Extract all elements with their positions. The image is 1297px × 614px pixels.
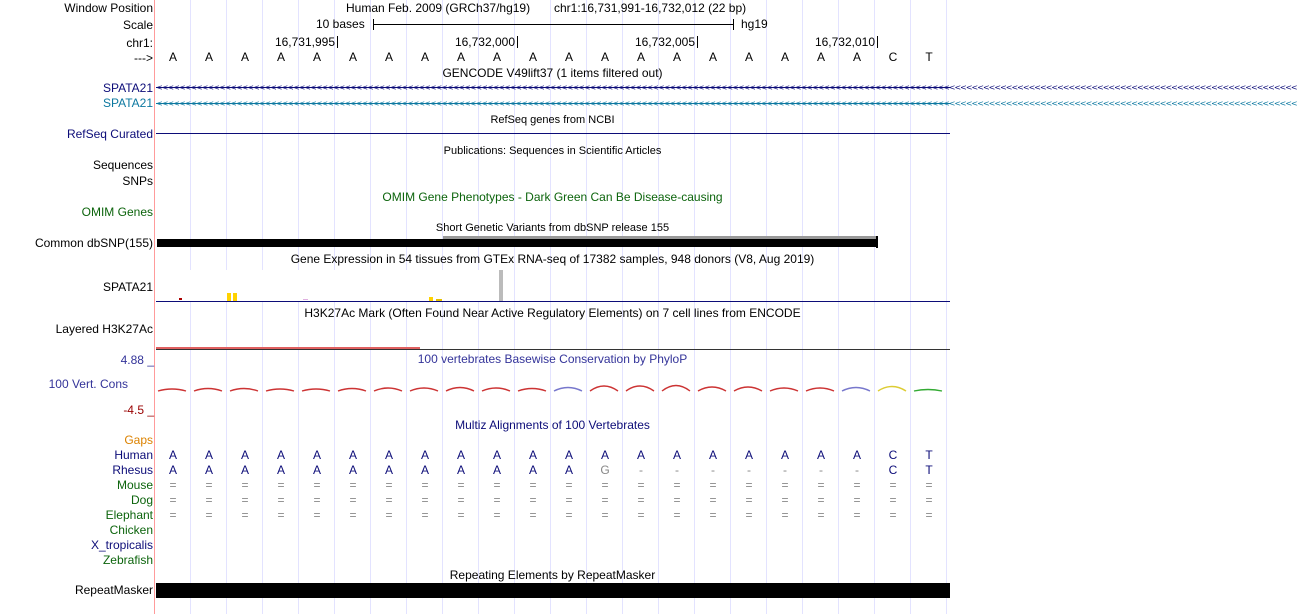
sequence-base: A [384, 50, 393, 64]
conservation-score-mark [734, 387, 762, 391]
dbsnp-track-title[interactable]: Short Genetic Variants from dbSNP release 155 [435, 222, 670, 234]
multiz-alignment-base: = [781, 508, 789, 522]
multiz-species-label[interactable]: Mouse [116, 478, 153, 492]
sequence-base: A [780, 50, 789, 64]
conservation-score-mark [554, 388, 582, 392]
multiz-alignment-base: A [564, 463, 573, 477]
conservation-score-mark [518, 389, 546, 392]
sequence-base: C [888, 50, 898, 64]
conservation-track-title[interactable]: 100 vertebrates Basewise Conservation by PhyloP [417, 352, 688, 366]
multiz-alignment-base: = [925, 508, 933, 522]
multiz-alignment-base: = [457, 493, 465, 507]
multiz-alignment-base: = [889, 478, 897, 492]
refseq-gene-line[interactable] [156, 133, 950, 134]
multiz-alignment-base: - [675, 463, 679, 477]
sequence-base: A [600, 50, 609, 64]
sequence-base: A [744, 50, 753, 64]
multiz-alignment-base: = [601, 508, 609, 522]
repeatmasker-element[interactable] [156, 583, 950, 598]
gtex-tissue-bar [179, 298, 182, 300]
multiz-alignment-base: A [420, 448, 429, 462]
conservation-score-mark [230, 389, 258, 392]
gtex-tissue-bar [233, 293, 237, 301]
multiz-alignment-base: - [855, 463, 859, 477]
multiz-alignment-base: - [711, 463, 715, 477]
sequence-base: A [672, 50, 681, 64]
conservation-score-mark [626, 386, 654, 391]
multiz-alignment-base: = [637, 508, 645, 522]
repeatmasker-label[interactable]: RepeatMasker [74, 583, 153, 597]
multiz-alignment-base: = [349, 508, 357, 522]
multiz-alignment-base: = [889, 508, 897, 522]
repeatmasker-track-title[interactable]: Repeating Elements by RepeatMasker [449, 568, 656, 582]
window-coordinates[interactable]: chr1:16,731,991-16,732,012 (22 bp) [554, 1, 747, 15]
multiz-gaps-label: Gaps [124, 433, 153, 447]
sequence-base: A [636, 50, 645, 64]
conservation-score-mark [302, 389, 330, 391]
multiz-alignment-base: = [457, 478, 465, 492]
scale-label: Scale [122, 18, 153, 32]
ruler-tick-label: 16,732,005 [634, 35, 695, 49]
ruler-tick [337, 36, 338, 48]
multiz-alignment-base: A [420, 463, 429, 477]
refseq-track-title[interactable]: RefSeq genes from NCBI [490, 114, 615, 126]
snps-label[interactable]: SNPs [122, 174, 153, 188]
conservation-plot[interactable] [155, 384, 950, 398]
conservation-score-mark [158, 389, 186, 391]
multiz-alignment-base: A [492, 448, 501, 462]
multiz-alignment-base: A [492, 463, 501, 477]
multiz-species-label[interactable]: Zebrafish [102, 553, 153, 567]
multiz-alignment-base: - [819, 463, 823, 477]
multiz-alignment-base: A [636, 448, 645, 462]
conservation-score-mark [770, 388, 798, 391]
multiz-alignment-base: A [348, 448, 357, 462]
multiz-alignment-base: = [349, 478, 357, 492]
multiz-alignment-base: - [639, 463, 643, 477]
ruler-tick-label: 16,731,995 [274, 35, 335, 49]
strand-direction-label: ---> [134, 51, 153, 65]
ruler-tick-label: 16,732,000 [454, 35, 515, 49]
multiz-alignment-base: A [780, 448, 789, 462]
multiz-alignment-base: = [853, 508, 861, 522]
multiz-alignment-base: = [277, 478, 285, 492]
multiz-alignment-base: = [385, 493, 393, 507]
scale-bar-right-tick [733, 19, 734, 30]
ruler-tick [877, 36, 878, 48]
multiz-alignment-base: A [240, 463, 249, 477]
multiz-alignment-base: A [168, 448, 177, 462]
multiz-alignment-base: A [852, 448, 861, 462]
gtex-gene-label[interactable]: SPATA21 [102, 280, 153, 294]
multiz-alignment-base: = [637, 478, 645, 492]
sequence-base: A [492, 50, 501, 64]
multiz-species-label[interactable]: Dog [130, 493, 153, 507]
scale-assembly: hg19 [741, 17, 768, 31]
gtex-bars-area[interactable] [156, 270, 500, 301]
h3k27ac-label[interactable]: Layered H3K27Ac [55, 322, 153, 336]
multiz-alignment-base: = [421, 478, 429, 492]
h3k27ac-baseline [156, 349, 950, 350]
multiz-species-label[interactable]: Chicken [109, 523, 153, 537]
conservation-score-mark [590, 386, 618, 391]
multiz-alignment-base: A [384, 463, 393, 477]
gtex-track-title[interactable]: Gene Expression in 54 tissues from GTEx RNA-seq of 17382 samples, 948 donors (V8, Aug 2019) [290, 252, 815, 266]
publications-label[interactable]: Sequences [92, 158, 153, 172]
multiz-alignment-base: = [205, 508, 213, 522]
multiz-alignment-base: = [817, 508, 825, 522]
multiz-alignment-base: = [745, 493, 753, 507]
sequence-base: A [204, 50, 213, 64]
sequence-base: A [168, 50, 177, 64]
multiz-alignment-base: A [672, 448, 681, 462]
multiz-alignment-base: = [709, 493, 717, 507]
multiz-alignment-base: = [385, 508, 393, 522]
conservation-score-mark [806, 388, 834, 391]
sequence-base: A [528, 50, 537, 64]
ruler-chrom-label: chr1: [126, 36, 153, 50]
multiz-alignment-base: A [240, 448, 249, 462]
conservation-score-mark [914, 390, 942, 392]
multiz-alignment-base: = [565, 478, 573, 492]
multiz-alignment-base: = [457, 508, 465, 522]
multiz-alignment-base: A [204, 463, 213, 477]
conservation-score-mark [662, 386, 690, 392]
multiz-alignment-base: = [817, 493, 825, 507]
multiz-alignment-base: = [637, 493, 645, 507]
sequence-base: A [708, 50, 717, 64]
multiz-alignment-base: = [205, 493, 213, 507]
multiz-alignment-base: = [853, 493, 861, 507]
multiz-track-title[interactable]: Multiz Alignments of 100 Vertebrates [455, 418, 650, 432]
multiz-alignment-base: = [853, 478, 861, 492]
conservation-score-mark [842, 388, 870, 392]
multiz-alignment-base: A [384, 448, 393, 462]
multiz-alignment-base: = [709, 508, 717, 522]
multiz-alignment-base: A [708, 448, 717, 462]
gencode-strand-arrows: <<<<<<<<<<<<<<<<<<<<<<<<<<<<<<<<<<<<<<<<<<<<<<<<<<<<<<<<<<<<<<<<<<<<<<<<<<<<<<<<<<<<<<<<<<<<<<<<<<<<<<<<<<<<<<<<<<<<<<<<<<<<<<<<<<<<<<<<<<<<<<<<<<<<<<<<<<<<<<<<<<<<<<<<<<<<<<<<<<<<<<<<<<<<<<<<<<<<<<<< [156, 83, 1297, 92]
multiz-alignment-base: = [529, 478, 537, 492]
sequence-base: A [816, 50, 825, 64]
conservation-max-label: 4.88 _ [120, 353, 154, 367]
h3k27ac-signal [156, 347, 420, 349]
multiz-alignment-base: = [313, 478, 321, 492]
multiz-species-label[interactable]: X_tropicalis [90, 538, 153, 552]
multiz-alignment-base: = [601, 478, 609, 492]
gtex-tissue-bar [227, 293, 231, 301]
publications-track-title[interactable]: Publications: Sequences in Scientific Articles [443, 145, 662, 157]
multiz-alignment-base: = [673, 508, 681, 522]
multiz-alignment-base: A [456, 463, 465, 477]
multiz-alignment-base: = [349, 493, 357, 507]
conservation-label[interactable]: 100 Vert. Cons [48, 377, 128, 391]
multiz-alignment-base: A [276, 463, 285, 477]
multiz-alignment-base: = [781, 493, 789, 507]
conservation-score-mark [878, 387, 906, 392]
multiz-species-label[interactable]: Human [114, 448, 153, 462]
conservation-score-mark [194, 389, 222, 392]
conservation-score-mark [266, 389, 294, 391]
scale-bar-left-tick [373, 19, 374, 30]
gencode-track-title[interactable]: GENCODE V49lift37 (1 items filtered out) [442, 66, 663, 80]
multiz-alignment-base: = [421, 493, 429, 507]
multiz-alignment-base: = [781, 478, 789, 492]
multiz-alignment-base: A [312, 463, 321, 477]
dbsnp-variant-bar[interactable] [157, 239, 878, 247]
multiz-alignment-base: = [529, 508, 537, 522]
multiz-alignment-base: = [241, 493, 249, 507]
multiz-alignment-base: T [925, 463, 933, 477]
conservation-score-mark [446, 388, 474, 392]
multiz-alignment-base: = [601, 493, 609, 507]
gencode-strand-arrows: <<<<<<<<<<<<<<<<<<<<<<<<<<<<<<<<<<<<<<<<<<<<<<<<<<<<<<<<<<<<<<<<<<<<<<<<<<<<<<<<<<<<<<<<<<<<<<<<<<<<<<<<<<<<<<<<<<<<<<<<<<<<<<<<<<<<<<<<<<<<<<<<<<<<<<<<<<<<<<<<<<<<<<<<<<<<<<<<<<<<<<<<<<<<<<<<<<<<<<<< [156, 99, 1297, 108]
multiz-species-label[interactable]: Elephant [105, 508, 153, 522]
sequence-base: A [348, 50, 357, 64]
multiz-alignment-base: A [600, 448, 609, 462]
multiz-alignment-base: = [493, 508, 501, 522]
multiz-alignment-base: A [276, 448, 285, 462]
multiz-alignment-base: = [493, 493, 501, 507]
multiz-alignment-base: = [169, 493, 177, 507]
dbsnp-variant-bar-grey[interactable] [443, 236, 878, 239]
omim-label[interactable]: OMIM Genes [81, 205, 153, 219]
multiz-alignment-base: T [925, 448, 933, 462]
gencode-item-label[interactable]: SPATA21 [102, 81, 153, 95]
gtex-tissue-bar [429, 297, 433, 301]
sequence-base: A [564, 50, 573, 64]
multiz-alignment-base: A [528, 463, 537, 477]
multiz-alignment-base: = [673, 493, 681, 507]
multiz-alignment-base: = [565, 493, 573, 507]
multiz-alignment-base: = [241, 478, 249, 492]
ruler-tick [517, 36, 518, 48]
gencode-item-label[interactable]: SPATA21 [102, 96, 153, 110]
multiz-alignment-base: = [925, 478, 933, 492]
sequence-base: A [456, 50, 465, 64]
omim-track-title[interactable]: OMIM Gene Phenotypes - Dark Green Can Be Disease-causing [382, 190, 723, 204]
refseq-label[interactable]: RefSeq Curated [66, 127, 153, 141]
multiz-alignment-base: G [600, 463, 610, 477]
dbsnp-variant-end [876, 236, 878, 248]
gtex-tissue-bar [436, 299, 442, 301]
multiz-alignment-base: - [783, 463, 787, 477]
ruler-tick-label: 16,732,010 [814, 35, 875, 49]
sequence-base: A [240, 50, 249, 64]
multiz-alignment-base: C [888, 448, 898, 462]
h3k27ac-track-title[interactable]: H3K27Ac Mark (Often Found Near Active Regulatory Elements) on 7 cell lines from ENCODE [304, 306, 801, 320]
multiz-alignment-base: = [169, 478, 177, 492]
gtex-baseline [156, 301, 950, 302]
multiz-alignment-base: = [745, 508, 753, 522]
conservation-score-mark [482, 388, 510, 391]
multiz-alignment-base: = [277, 508, 285, 522]
multiz-alignment-base: = [673, 478, 681, 492]
sequence-base: A [420, 50, 429, 64]
multiz-alignment-base: A [456, 448, 465, 462]
multiz-alignment-base: A [168, 463, 177, 477]
multiz-alignment-base: A [312, 448, 321, 462]
multiz-alignment-base: = [889, 493, 897, 507]
multiz-alignment-base: = [205, 478, 213, 492]
sequence-base: A [312, 50, 321, 64]
multiz-alignment-base: = [565, 508, 573, 522]
multiz-alignment-base: = [529, 493, 537, 507]
ruler-tick [697, 36, 698, 48]
multiz-alignment-base: = [169, 508, 177, 522]
multiz-alignment-base: = [313, 508, 321, 522]
scale-bar [373, 24, 733, 25]
multiz-alignment-base: A [528, 448, 537, 462]
multiz-alignment-base: = [817, 478, 825, 492]
multiz-alignment-base: A [348, 463, 357, 477]
scale-size-label: 10 bases [316, 17, 365, 31]
multiz-alignment-base: = [709, 478, 717, 492]
multiz-alignment-base: = [241, 508, 249, 522]
multiz-alignment-base: A [204, 448, 213, 462]
multiz-alignment-base: = [493, 478, 501, 492]
dbsnp-label[interactable]: Common dbSNP(155) [34, 236, 153, 250]
multiz-alignment-base: A [816, 448, 825, 462]
multiz-alignment-base: = [925, 493, 933, 507]
multiz-alignment-base: C [888, 463, 898, 477]
multiz-alignment-base: = [385, 478, 393, 492]
sequence-base: T [925, 50, 933, 64]
multiz-alignment-base: = [745, 478, 753, 492]
multiz-alignment-base: - [747, 463, 751, 477]
assembly-name: Human Feb. 2009 (GRCh37/hg19) [346, 1, 531, 15]
conservation-score-mark [410, 388, 438, 391]
multiz-alignment-base: A [744, 448, 753, 462]
gtex-tissue-bar [303, 299, 308, 300]
multiz-alignment-base: = [277, 493, 285, 507]
multiz-alignment-base: A [564, 448, 573, 462]
conservation-score-mark [374, 388, 402, 391]
conservation-score-mark [698, 387, 726, 391]
multiz-species-label[interactable]: Rhesus [112, 463, 153, 477]
sequence-base: A [852, 50, 861, 64]
gtex-tissue-bar [499, 270, 503, 301]
window-position-label: Window Position [64, 1, 153, 15]
multiz-alignment-base: = [313, 493, 321, 507]
conservation-min-label: -4.5 _ [123, 403, 154, 417]
multiz-alignment-base: = [421, 508, 429, 522]
sequence-base: A [276, 50, 285, 64]
conservation-score-mark [338, 389, 366, 392]
